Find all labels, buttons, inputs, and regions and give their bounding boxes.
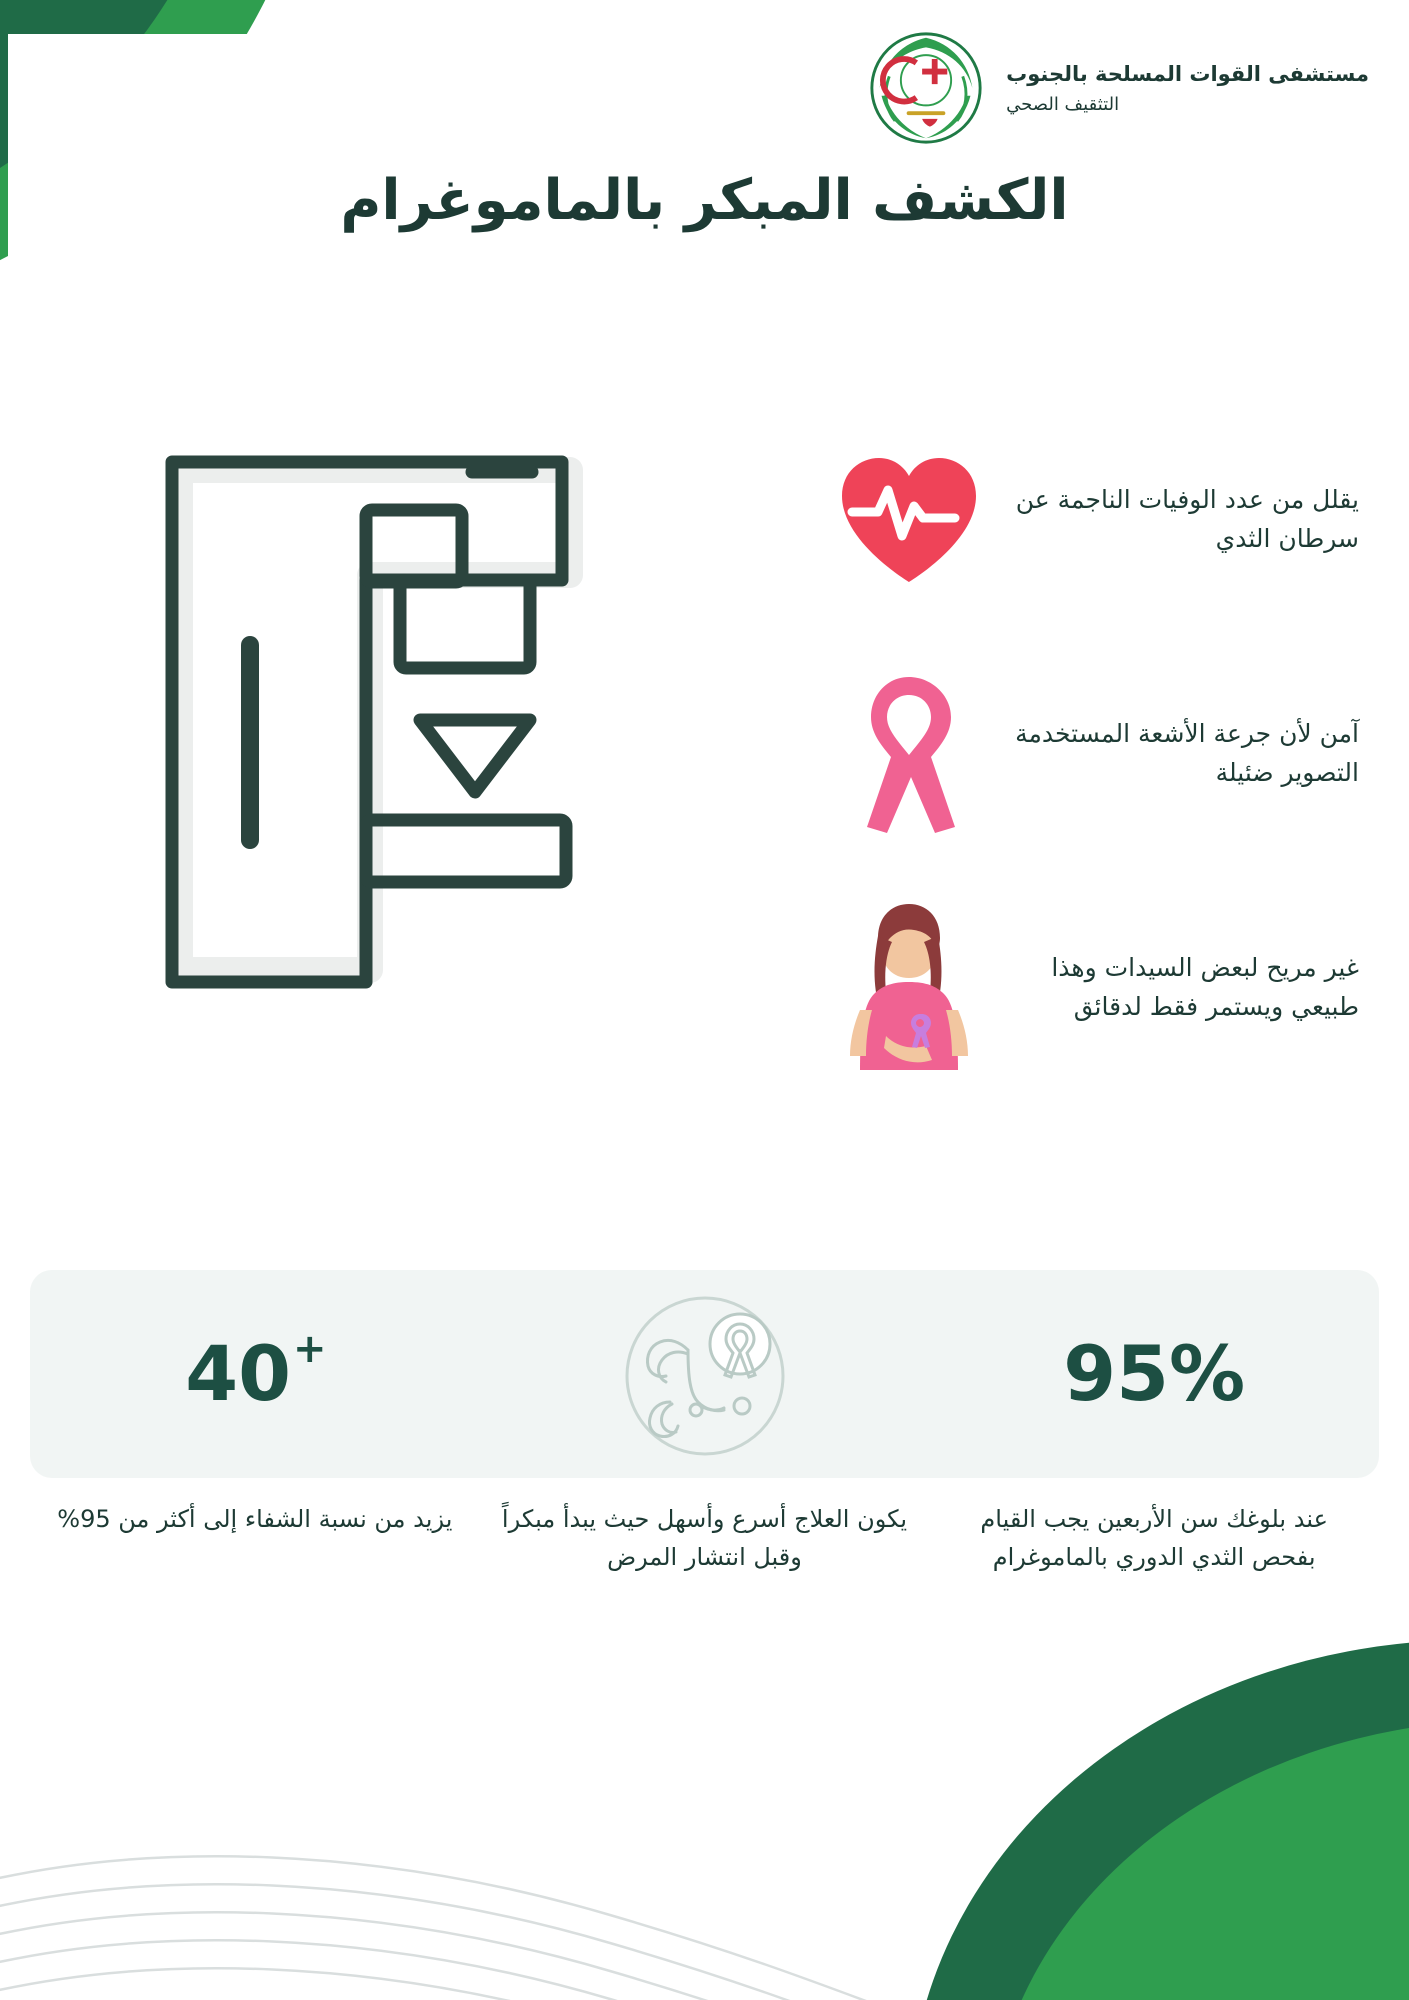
woman-patient-icon <box>829 908 989 1068</box>
armed-forces-hospital-logo-icon <box>868 30 984 146</box>
stats-row <box>30 1270 1379 1478</box>
stat-value-age-suffix: + <box>292 1325 327 1372</box>
feature-text: غير مريح لبعض السيدات وهذا طبيعي ويستمر فقط لدقائق <box>1051 953 1359 1021</box>
feature-item <box>829 674 1369 834</box>
pink-ribbon-icon <box>829 674 989 834</box>
stat-caption-treatment: يكون العلاج أسرع وأسهل حيث يبدأ مبكراً وقبل انتشار المرض <box>501 1505 908 1572</box>
bottom-right-decorative-corner <box>909 1640 1409 2000</box>
stat-value-age-number: 40 <box>185 1329 291 1418</box>
department-name: التثقيف الصحي <box>1006 93 1120 115</box>
stat-caption-age: عند بلوغك سن الأربعين يجب القيام بفحص الثدي الدوري بالماموغرام <box>980 1505 1328 1572</box>
feature-text: آمن لأن جرعة الأشعة المستخدمة التصوير ضئيلة <box>1015 719 1359 787</box>
feature-item <box>829 440 1369 600</box>
heart-pulse-icon <box>829 440 989 600</box>
stat-value-recovery: 95% <box>1063 1329 1246 1418</box>
feature-text: يقلل من عدد الوفيات الناجمة عن سرطان الثدي <box>1015 485 1359 553</box>
stat-caption-recovery: يزيد من نسبة الشفاء إلى أكثر من 95% <box>57 1505 453 1533</box>
feature-item <box>829 908 1369 1068</box>
stat-captions <box>30 1500 1379 1577</box>
header-text-block <box>1006 62 1369 115</box>
stat-value-age <box>185 1325 327 1418</box>
bottom-wave-lines <box>0 1740 870 2000</box>
feature-list <box>829 440 1369 1068</box>
header <box>868 30 1369 146</box>
stat-cell-age <box>30 1325 480 1418</box>
page-title: الكشف المبكر بالماموغرام <box>340 168 1069 233</box>
organization-name: مستشفى القوات المسلحة بالجنوب <box>1006 61 1369 86</box>
stat-cell-recovery <box>929 1329 1379 1418</box>
reproductive-health-ribbon-icon <box>610 1284 800 1464</box>
mammogram-machine-illustration <box>120 420 610 1040</box>
stat-cell-illustration <box>480 1284 930 1464</box>
